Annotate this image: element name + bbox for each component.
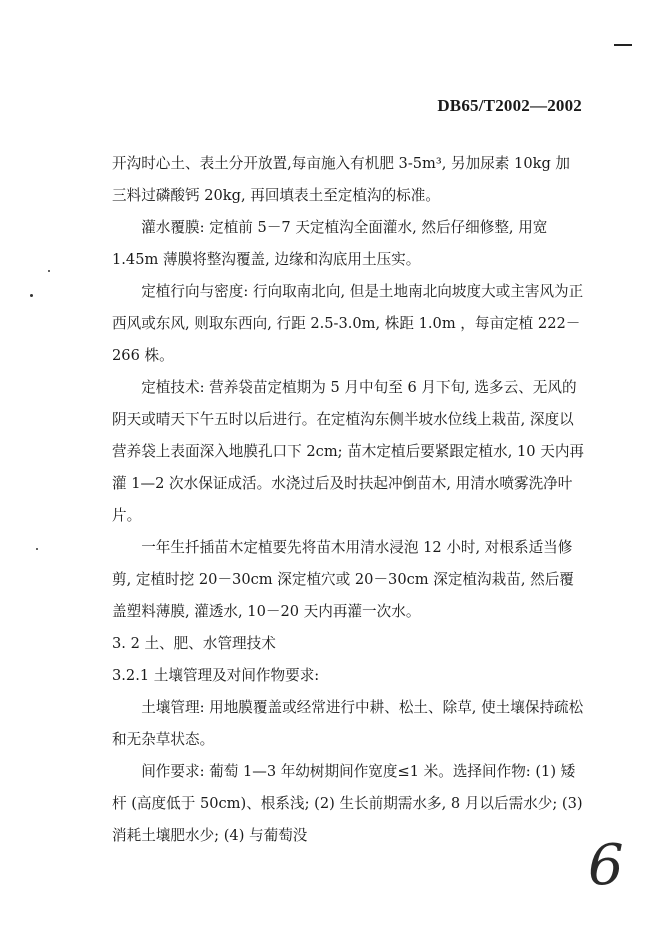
scan-dot — [36, 548, 38, 550]
paragraph: 灌水覆膜: 定植前 5－7 天定植沟全面灌水, 然后仔细修整, 用宽 1.45m 薄膜将整沟覆盖, 边缘和沟底用土压实。 — [112, 219, 548, 268]
paragraph: 定植技术: 营养袋苗定植期为 5 月中旬至 6 月下旬, 选多云、无风的阴天或晴天下午五时以后进行。在定植沟东侧半坡水位线上栽苗, 深度以营养袋上表面深入地膜孔口下 2cm; 苗木定植后要紧跟定植水, 10 天内再灌 1—2 次水保证成活。水浇过后及时扶起冲倒苗木, 用清水喷雾洗净叶片。 — [112, 379, 585, 524]
section-heading: 3. 2 土、肥、水管理技术 — [112, 635, 276, 652]
scan-mark — [614, 44, 632, 46]
paragraph: 定植行向与密度: 行向取南北向, 但是土地南北向坡度大或主害风为正西风或东风, 则取东西向, 行距 2.5-3.0m, 株距 1.0m ，每亩定植 222－266 株。 — [112, 283, 584, 364]
paragraph: 一年生扦插苗木定植要先将苗木用清水浸泡 12 小时, 对根系适当修剪, 定植时挖 20－30cm 深定植穴或 20－30cm 深定植沟栽苗, 然后覆盖塑料薄膜, 灌透水, 10－20 天内再灌一次水。 — [112, 539, 574, 620]
paragraph: 间作要求: 葡萄 1—3 年幼树期间作宽度≤1 米。选择间作物: (1) 矮杆 (高度低于 50cm)、根系浅; (2) 生长前期需水多, 8 月以后需水少; (3) 消耗土壤肥水少; (4) 与葡萄没 — [112, 763, 583, 844]
handwritten-page-number: 6 — [588, 833, 624, 898]
subsection-heading: 3.2.1 土壤管理及对间作物要求: — [112, 667, 320, 684]
scan-dot — [30, 294, 33, 297]
document-code: DB65/T2002—2002 — [437, 96, 582, 115]
document-body — [112, 148, 584, 852]
scan-dot — [48, 270, 50, 272]
paragraph: 土壤管理: 用地膜覆盖或经常进行中耕、松土、除草, 使土壤保持疏松和无杂草状态。 — [112, 699, 584, 748]
paragraph: 开沟时心土、表土分开放置,每亩施入有机肥 3-5m³, 另加尿素 10kg 加三料过磷酸钙 20kg, 再回填表土至定植沟的标准。 — [112, 155, 571, 204]
